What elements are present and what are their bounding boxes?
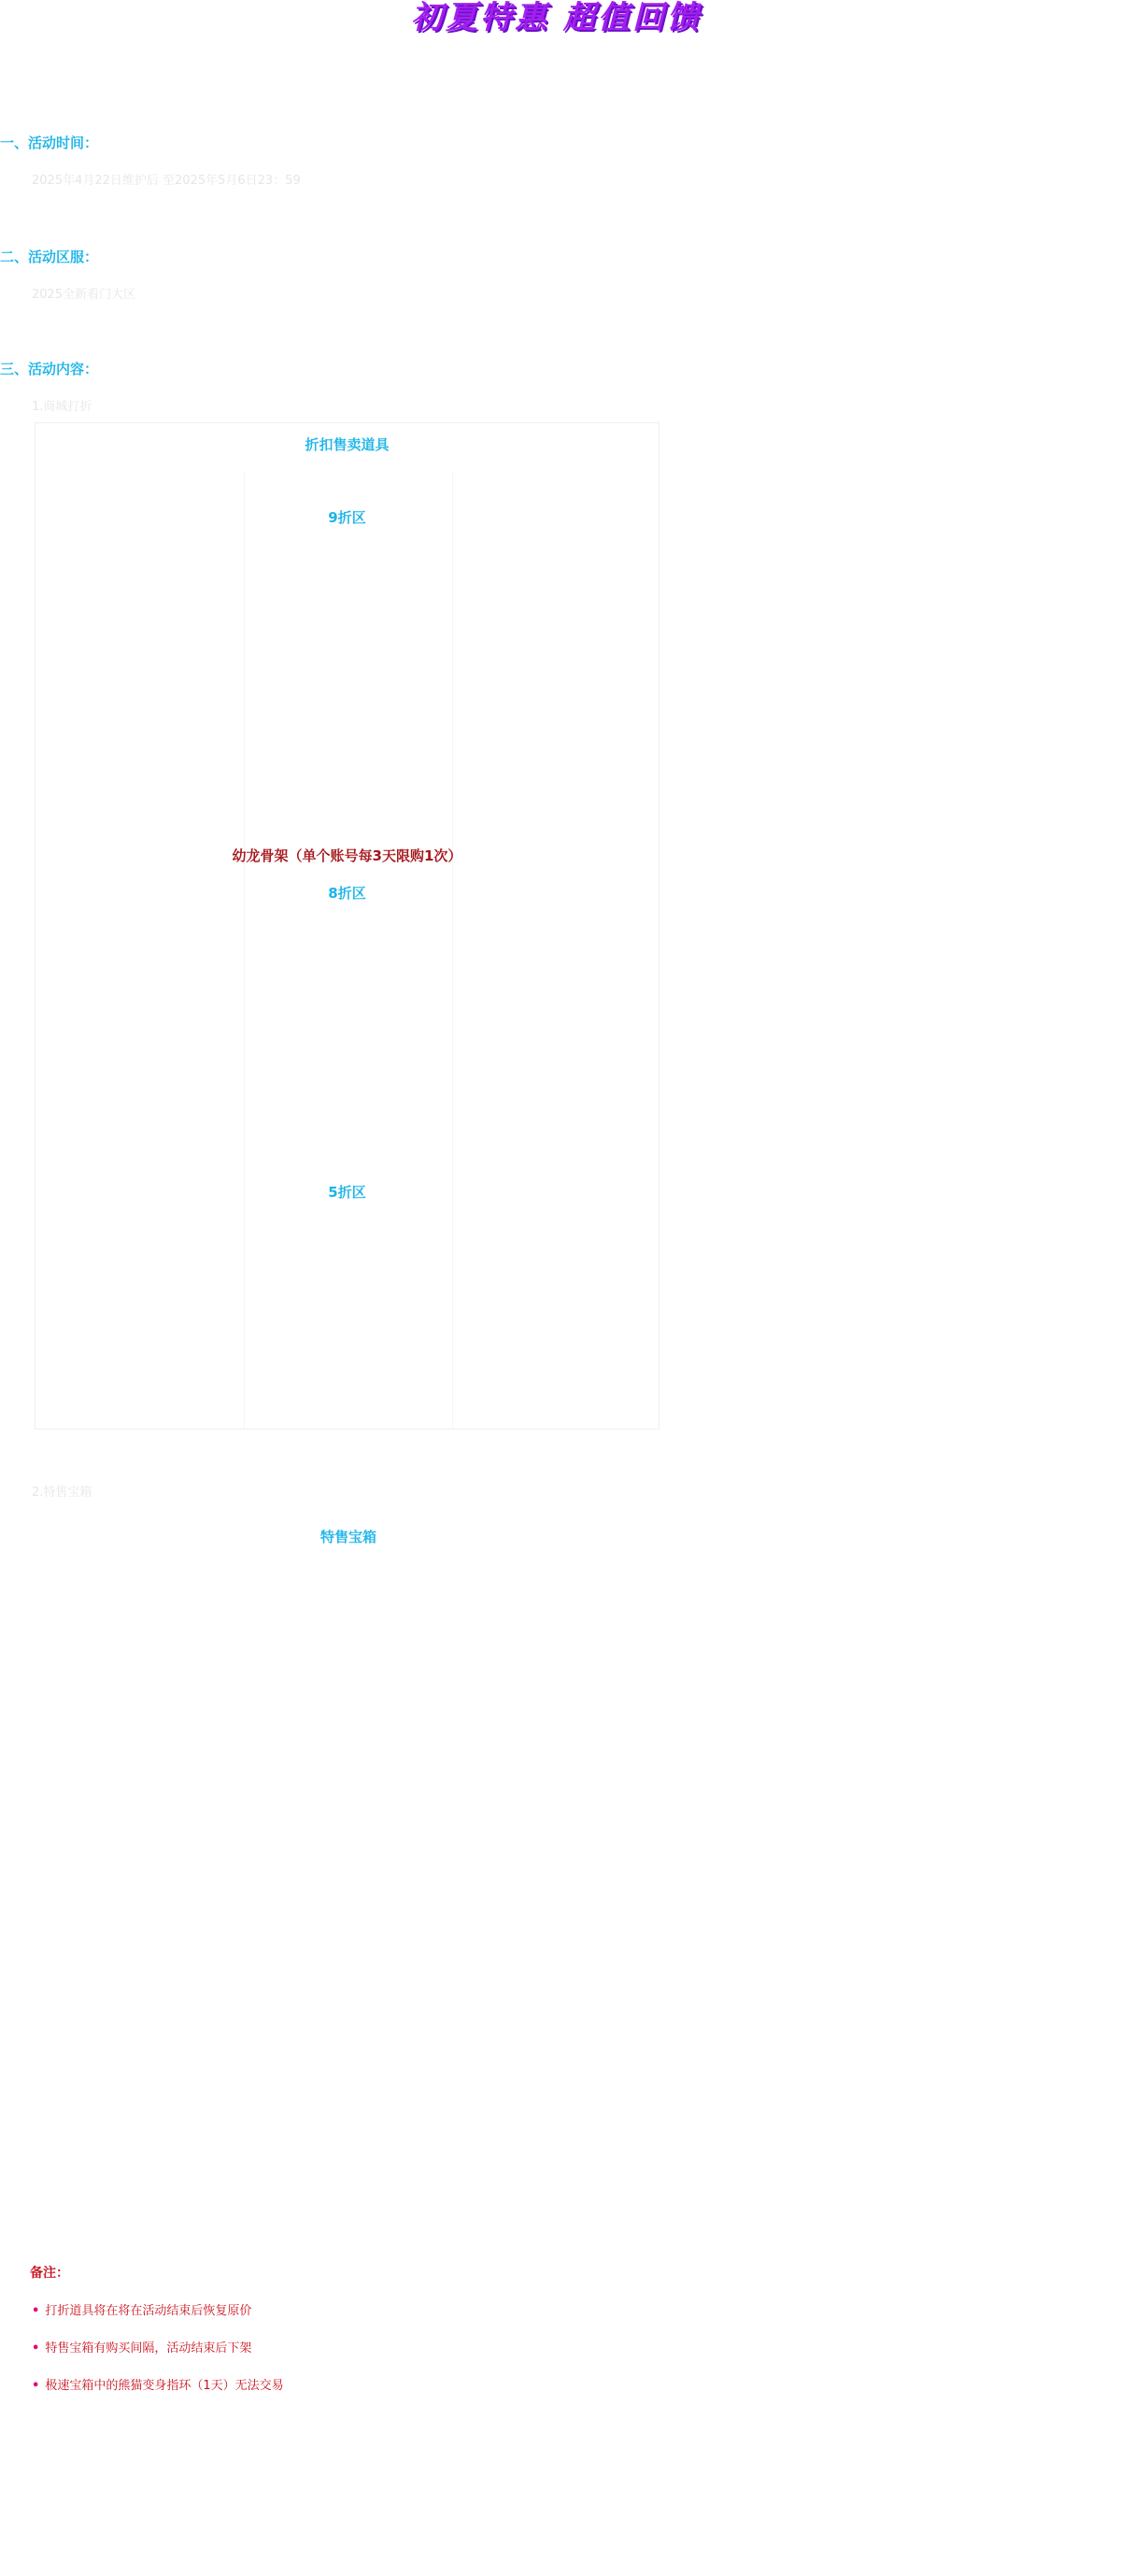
section-content-sub1: 1.商城打折 — [32, 400, 92, 414]
section-server-title: 二、活动区服： — [0, 249, 99, 265]
zone-9-title: 9折区 — [328, 509, 366, 526]
notes-title: 备注： — [30, 2266, 69, 2281]
section-content-sub2: 2.特售宝箱 — [32, 1486, 92, 1500]
chest-title: 特售宝箱 — [319, 1529, 376, 1545]
discount-table — [35, 422, 660, 1430]
banner-title: 初夏特惠 超值回馈 — [411, 0, 702, 36]
note-text: 极速宝箱中的熊猫变身指环（1天）无法交易 — [45, 2379, 284, 2393]
section-time-title: 一、活动时间： — [0, 135, 99, 151]
section-time-text: 2025年4月22日维护后 至2025年5月6日23：59 — [32, 174, 301, 188]
section-content-title: 三、活动内容： — [0, 361, 99, 377]
table-header: 折扣售卖道具 — [305, 436, 390, 453]
section-server-text: 2025全新看门大区 — [32, 288, 136, 302]
table-divider — [244, 472, 245, 1429]
zone-5-title: 5折区 — [328, 1184, 366, 1201]
limited-item-label: 幼龙骨架（单个账号每3天限购1次） — [232, 847, 462, 864]
table-divider — [452, 472, 453, 1429]
note-item — [32, 2300, 251, 2318]
bullet-icon: • — [32, 2379, 40, 2393]
note-item — [32, 2338, 251, 2355]
bullet-icon: • — [32, 2341, 40, 2355]
zone-8-title: 8折区 — [328, 885, 366, 902]
note-item — [32, 2375, 284, 2393]
note-text: 打折道具将在将在活动结束后恢复原价 — [45, 2304, 252, 2318]
banner — [0, 0, 1121, 45]
note-text: 特售宝箱有购买间隔，活动结束后下架 — [45, 2341, 252, 2355]
bullet-icon: • — [32, 2304, 40, 2318]
